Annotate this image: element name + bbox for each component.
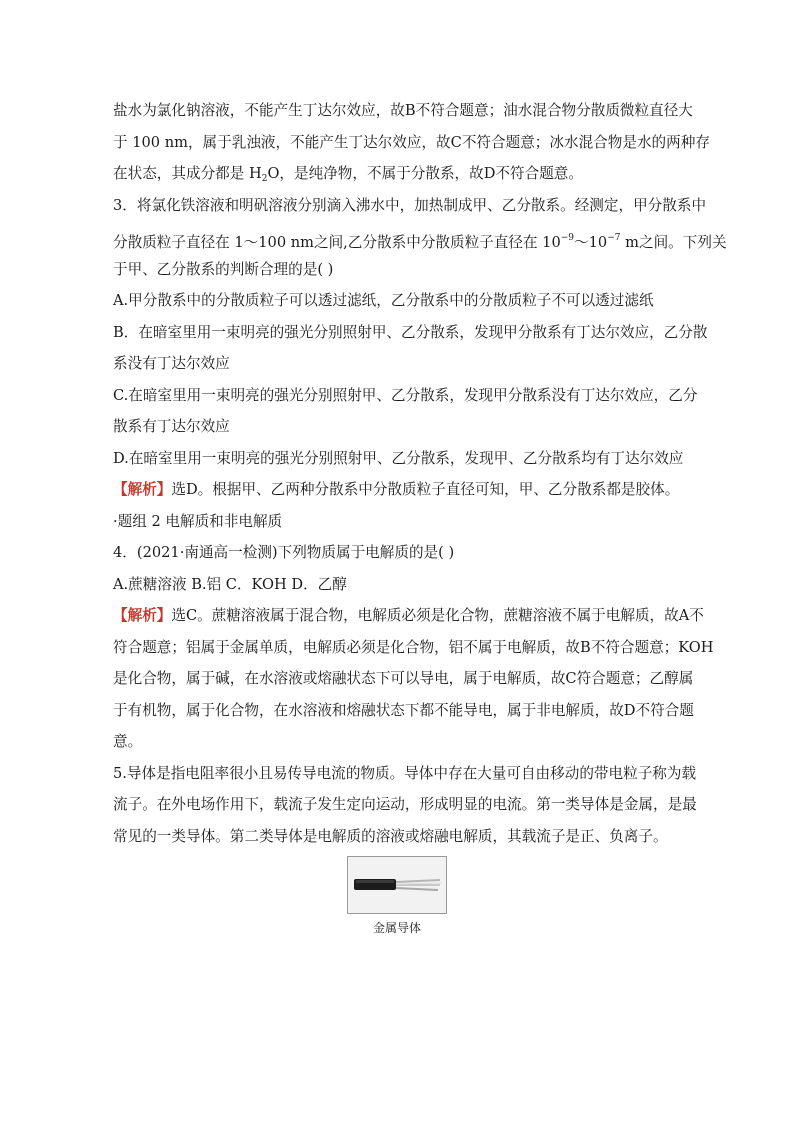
- option-c: C.在暗室里用一束明亮的强光分别照射甲、乙分散系，发现甲分散系没有丁达尔效应，乙分: [113, 387, 698, 404]
- question-4-analysis: 【解析】选C。蔗糖溶液属于混合物，电解质必须是化合物，蔗糖溶液不属于电解质，故A不: [113, 607, 704, 624]
- option-d: D.在暗室里用一束明亮的强光分别照射甲、乙分散系，发现甲、乙分散系均有丁达尔效应: [113, 450, 684, 467]
- question-3-analysis: 【解析】选D。根据甲、乙两种分散系中分散质粒子直径可知，甲、乙分散系都是胶体。: [113, 481, 680, 498]
- question-3-stem: 分散质粒子直径在 1～100 nm之间,乙分散系中分散质粒子直径在 $10^{-9}\sim 10^{-7}$ m之间。下列关: [113, 233, 727, 251]
- question-4-analysis: 是化合物，属于碱，在水溶液或熔融状态下可以导电，属于电解质，故C符合题意；乙醇属: [113, 670, 694, 687]
- metal-conductor-photo: [347, 856, 447, 914]
- analysis-tag: 【解析】: [113, 481, 172, 498]
- question-5-stem: 常见的一类导体。第二类导体是电解质的溶液或熔融电解质，其载流子是正、负离子。: [113, 828, 668, 845]
- paragraph-line: 在状态，其成分都是 $H_2O$，是纯净物，不属于分散系，故D不符合题意。: [113, 165, 583, 184]
- question-4-stem: 4．(2021·南通高一检测)下列物质属于电解质的是( ): [113, 544, 455, 561]
- paragraph-line: 盐水为氯化钠溶液，不能产生丁达尔效应，故B不符合题意；油水混合物分散质微粒直径大: [113, 102, 693, 119]
- paragraph-line: 于 100 nm，属于乳浊液，不能产生丁达尔效应，故C不符合题意；冰水混合物是水的两种存: [113, 134, 710, 151]
- analysis-tag: 【解析】: [113, 607, 172, 624]
- question-4-options: A.蔗糖溶液 B.铝 C．KOH D．乙醇: [113, 576, 347, 593]
- question-5-stem: 流子。在外电场作用下，载流子发生定向运动，形成明显的电流。第一类导体是金属，是最: [113, 796, 697, 813]
- question-4-analysis: 于有机物，属于化合物，在水溶液和熔融状态下都不能导电，属于非电解质，故D不符合题: [113, 702, 694, 719]
- question-3-stem: 于甲、乙分散系的判断合理的是( ): [113, 261, 334, 278]
- option-b: 系没有丁达尔效应: [113, 355, 230, 372]
- option-b: B．在暗室里用一束明亮的强光分别照射甲、乙分散系，发现甲分散系有丁达尔效应，乙分散: [113, 324, 708, 341]
- question-4-analysis: 符合题意；铝属于金属单质，电解质必须是化合物，铝不属于电解质，故B不符合题意；KOH: [113, 639, 714, 656]
- question-4-analysis: 意。: [113, 733, 143, 750]
- wire-illustration: [348, 857, 446, 913]
- section-heading: ·题组 2 电解质和非电解质: [113, 513, 283, 530]
- option-a: A.甲分散系中的分散质粒子可以透过滤纸，乙分散系中的分散质粒子不可以透过滤纸: [113, 292, 654, 309]
- question-5-stem: 5.导体是指电阻率很小且易传导电流的物质。导体中存在大量可自由移动的带电粒子称为载: [113, 765, 697, 782]
- figure-caption: 金属导体: [372, 921, 421, 935]
- question-3-stem: 3．将氯化铁溶液和明矾溶液分别滴入沸水中，加热制成甲、乙分散系。经测定，甲分散系中: [113, 197, 707, 214]
- option-c: 散系有丁达尔效应: [113, 418, 230, 435]
